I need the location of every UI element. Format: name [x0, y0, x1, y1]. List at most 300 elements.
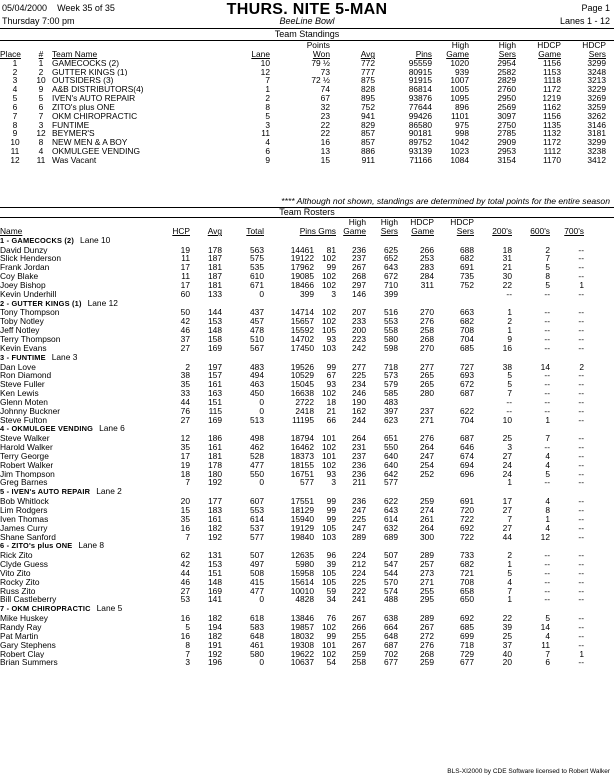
avg: 131: [208, 551, 222, 561]
hcp: 62: [180, 551, 190, 561]
standings-hdcp-game: 1132: [542, 129, 561, 139]
player-name: Steve Fulton: [0, 415, 48, 425]
col-high-sers-top: High: [498, 41, 516, 50]
pins: 2418: [295, 406, 314, 416]
hdcp-game: 254: [420, 460, 434, 470]
standings-hdcp-game: 1156: [542, 111, 561, 121]
total: 0: [259, 406, 264, 416]
team-label: 5 - IVEN's AUTO REPAIR: [0, 487, 91, 497]
games: 66: [326, 415, 336, 425]
player-name: Kevin Evans: [0, 343, 47, 353]
avg: 196: [208, 658, 222, 668]
standings-high-sers: 3097: [497, 111, 516, 121]
standings-team-name: FUNTIME: [52, 120, 90, 130]
standings-high-game: 975: [455, 120, 469, 130]
games: 101: [322, 451, 336, 461]
games: 102: [322, 254, 336, 264]
avg: 163: [208, 389, 222, 398]
count-700s: --: [578, 443, 584, 452]
standings-row: [0, 121, 614, 130]
total: 528: [250, 451, 264, 461]
count-600s: --: [544, 371, 550, 381]
player-row: [0, 246, 614, 255]
total: 671: [250, 280, 264, 290]
count-600s: 5: [545, 263, 550, 273]
standings-avg: 829: [361, 120, 375, 130]
day-time: Thursday 7:00 pm: [2, 16, 75, 26]
hdcp-sers: 658: [460, 586, 474, 596]
hdcp-sers: 729: [460, 649, 474, 659]
player-name: Terry Thompson: [0, 334, 61, 344]
hdcp-sers: 722: [460, 514, 474, 524]
avg: 180: [208, 469, 222, 479]
standings-row: [0, 59, 614, 68]
standings-pins: 89752: [408, 138, 432, 148]
high-game: 246: [352, 389, 366, 398]
hdcp-sers: 688: [460, 245, 474, 255]
pins: 10529: [290, 371, 314, 381]
total: 0: [259, 289, 264, 299]
standings-pins: 71166: [409, 155, 432, 165]
standings-avg: 777: [361, 67, 375, 77]
games: 54: [326, 658, 336, 668]
hdcp-sers: 691: [460, 263, 474, 273]
standings-team-name: ZITO's plus ONE: [52, 102, 115, 112]
standings-avg: 886: [361, 147, 375, 156]
hdcp-sers: 687: [460, 389, 474, 398]
hdcp-game: 300: [420, 532, 434, 542]
team-lane: Lane 3: [51, 352, 78, 362]
pins: 14714: [290, 308, 314, 318]
count-200s: --: [506, 289, 512, 299]
high-game: 236: [352, 469, 366, 479]
hdcp-game: 311: [420, 280, 434, 290]
count-700s: --: [578, 560, 584, 569]
pins: 17962: [290, 263, 314, 273]
col-200s: 200's: [492, 226, 512, 236]
count-700s: --: [578, 308, 584, 318]
avg: 181: [208, 263, 222, 273]
col-600s: 600's: [530, 226, 550, 236]
player-row: [0, 623, 614, 632]
avg: 153: [208, 560, 222, 569]
team-label: 6 - ZITO's plus ONE: [0, 541, 73, 551]
hdcp-sers: [434, 478, 474, 487]
count-600s: --: [544, 443, 550, 452]
count-200s: 25: [502, 434, 512, 444]
player-row: [0, 587, 614, 596]
games: 102: [322, 317, 336, 327]
count-200s: 4: [507, 577, 512, 587]
standings-hdcp-sers: 3213: [587, 76, 606, 86]
high-game: 233: [352, 317, 366, 327]
high-sers: 623: [384, 415, 398, 425]
count-700s: --: [578, 568, 584, 578]
standings-hdcp-game: 1153: [542, 67, 561, 77]
col-hdcp-sers: Sers: [588, 49, 606, 59]
total: 437: [250, 308, 264, 318]
pins: 19622: [290, 649, 314, 659]
standings-high-sers: 2750: [497, 120, 516, 130]
games: 93: [326, 334, 336, 344]
team-header: [0, 299, 614, 309]
standings-high-game: 939: [455, 67, 469, 77]
avg: 186: [208, 434, 222, 444]
hdcp-sers: 691: [460, 497, 474, 506]
player-row: [0, 308, 614, 317]
player-row: [0, 524, 614, 533]
standings-place: 12: [10, 155, 20, 165]
player-row: [0, 363, 614, 372]
pins: 16751: [290, 469, 314, 479]
total: 415: [250, 577, 264, 587]
player-name: Iven Thomas: [0, 514, 49, 524]
high-sers: 550: [384, 443, 398, 452]
standings-place: 4: [12, 85, 18, 95]
high-sers: 614: [384, 514, 398, 524]
avg: 187: [208, 272, 222, 281]
avg: 177: [208, 497, 222, 506]
high-game: 267: [352, 263, 366, 273]
standings-avg: 857: [361, 129, 375, 139]
high-sers: 585: [384, 389, 398, 398]
count-700s: --: [578, 658, 584, 668]
pins: 15045: [290, 380, 314, 390]
count-200s: 18: [502, 245, 512, 255]
count-600s: 5: [545, 469, 550, 479]
player-name: Rocky Zito: [0, 577, 40, 587]
standings-place: 3: [12, 76, 18, 86]
high-sers: 553: [384, 317, 398, 327]
count-700s: --: [578, 263, 584, 273]
hcp: 17: [180, 451, 190, 461]
player-row: [0, 461, 614, 470]
standings-hdcp-sers: 3299: [587, 138, 606, 148]
count-600s: --: [544, 343, 550, 353]
standings-high-sers: 2829: [497, 76, 516, 86]
count-700s: --: [578, 415, 584, 425]
standings-lane: 1: [265, 85, 270, 95]
week-label: Week 35 of 35: [57, 3, 115, 13]
col-name: Name: [0, 226, 23, 236]
hcp: 27: [180, 415, 190, 425]
total: 494: [250, 371, 264, 381]
standings-row: [0, 85, 614, 94]
hdcp-sers: 672: [460, 380, 474, 390]
player-name: Greg Barnes: [0, 478, 48, 488]
player-name: Clyde Guess: [0, 560, 48, 569]
player-row: [0, 497, 614, 506]
hcp: 44: [180, 568, 190, 578]
high-sers: 718: [384, 362, 398, 372]
total: 507: [250, 551, 264, 561]
hdcp-game: 252: [420, 469, 434, 479]
total: 0: [259, 397, 264, 407]
hdcp-game: 284: [420, 272, 434, 281]
count-600s: 11: [541, 640, 550, 650]
total: 583: [250, 622, 264, 632]
total: 0: [259, 478, 264, 488]
standings-points-won: 22: [320, 129, 330, 139]
high-game: 244: [352, 415, 366, 425]
player-row: [0, 434, 614, 443]
player-name: Ken Lewis: [0, 389, 39, 398]
hdcp-game: 253: [420, 254, 434, 264]
player-row: [0, 263, 614, 272]
player-name: Bill Castleberry: [0, 595, 57, 605]
player-row: [0, 533, 614, 542]
standings-row: [0, 129, 614, 138]
standings-lane: 11: [261, 129, 270, 139]
avg: 148: [208, 577, 222, 587]
avg: 151: [208, 397, 222, 407]
avg: 192: [208, 478, 222, 488]
col-hdcp-game: Game: [538, 49, 561, 59]
count-600s: --: [544, 397, 550, 407]
count-600s: --: [544, 595, 550, 605]
player-name: Robert Clay: [0, 649, 45, 659]
hdcp-sers: 674: [460, 451, 474, 461]
pins: 19085: [290, 272, 314, 281]
hcp: 16: [180, 614, 190, 623]
count-600s: 4: [545, 460, 550, 470]
col-high-sers: Sers: [498, 49, 516, 59]
player-row: [0, 443, 614, 452]
avg: 169: [208, 586, 222, 596]
total: 462: [250, 443, 264, 452]
high-sers: 573: [384, 371, 398, 381]
count-600s: --: [544, 308, 550, 318]
pins: 16638: [290, 389, 314, 398]
high-game: 162: [352, 406, 366, 416]
games: 39: [326, 560, 336, 569]
avg: 181: [208, 451, 222, 461]
high-game: 236: [352, 497, 366, 506]
team-label: 2 - GUTTER KINGS (1): [0, 298, 82, 308]
standings-hdcp-game: 1118: [543, 76, 561, 86]
player-row: [0, 344, 614, 353]
standings-points-won: 74: [320, 85, 330, 95]
hdcp-sers: [434, 398, 474, 407]
high-sers: 651: [384, 434, 398, 444]
high-sers: 544: [384, 568, 398, 578]
high-game: 237: [352, 451, 366, 461]
count-600s: 1: [545, 415, 550, 425]
hdcp-sers: 722: [460, 532, 474, 542]
player-name: Pat Martin: [0, 631, 39, 641]
high-game: 211: [352, 478, 366, 488]
high-game: 241: [352, 595, 366, 605]
hcp: 12: [180, 434, 190, 444]
pins: 5980: [295, 560, 314, 569]
count-700s: --: [578, 577, 584, 587]
total: 463: [250, 380, 264, 390]
standings-hdcp-sers: 3238: [587, 147, 606, 156]
standings-hdcp-sers: 3412: [587, 155, 606, 165]
player-row: [0, 569, 614, 578]
high-game: 224: [352, 568, 366, 578]
hcp: 37: [180, 334, 190, 344]
hdcp-game: 270: [420, 308, 434, 318]
games: 18: [326, 397, 336, 407]
count-200s: 27: [502, 506, 512, 515]
team-header: [0, 604, 614, 614]
team-header: [0, 487, 614, 497]
high-game: 236: [352, 245, 366, 255]
player-name: David Dunzy: [0, 245, 48, 255]
high-game: 268: [352, 272, 366, 281]
high-sers: 397: [384, 406, 398, 416]
hcp: 7: [185, 478, 190, 488]
high-game: 222: [352, 586, 366, 596]
hdcp-game: 237: [420, 406, 434, 416]
standings-team-number: 9: [38, 85, 44, 95]
hdcp-game: 276: [420, 434, 434, 444]
hcp: 17: [180, 280, 190, 290]
count-600s: --: [544, 289, 550, 299]
standings-team-number: 12: [36, 129, 46, 139]
team-lane: Lane 5: [96, 604, 123, 614]
high-sers: 625: [384, 245, 398, 255]
count-700s: --: [578, 317, 584, 327]
standings-lane: 9: [265, 155, 270, 165]
hdcp-sers: 735: [460, 272, 474, 281]
player-name: Steve Fuller: [0, 380, 45, 390]
standings-hdcp-game: 1219: [542, 94, 561, 103]
avg: 144: [208, 308, 222, 318]
avg: 151: [208, 568, 222, 578]
avg: 182: [208, 614, 222, 623]
hdcp-game: 276: [420, 317, 434, 327]
hdcp-game: 271: [420, 577, 434, 587]
hdcp-game: 259: [420, 658, 434, 668]
pins: 19840: [290, 532, 314, 542]
count-600s: 14: [540, 362, 550, 372]
standings-table: [0, 41, 614, 165]
count-200s: 24: [502, 460, 512, 470]
games: 105: [322, 326, 336, 335]
count-700s: --: [578, 371, 584, 381]
high-game: 247: [352, 523, 366, 533]
count-700s: --: [578, 497, 584, 506]
hcp: 3: [185, 658, 190, 668]
standings-team-name: Was Vacant: [52, 155, 97, 165]
player-name: Frank Jordan: [0, 263, 50, 273]
player-name: Lim Rodgers: [0, 506, 48, 515]
hdcp-sers: 708: [460, 326, 474, 335]
high-game: 258: [352, 658, 366, 668]
high-game: 266: [352, 622, 366, 632]
player-row: [0, 389, 614, 398]
games: 105: [322, 523, 336, 533]
player-row: [0, 452, 614, 461]
player-row: [0, 595, 614, 604]
total: 535: [250, 263, 264, 273]
pins: 399: [300, 289, 314, 299]
hcp: 60: [180, 289, 190, 299]
pins: 19857: [290, 622, 314, 632]
games: 99: [326, 631, 336, 641]
col-700s: 700's: [564, 226, 584, 236]
count-700s: --: [578, 334, 584, 344]
high-game: 146: [352, 289, 366, 299]
standings-title: Team Standings: [274, 29, 340, 39]
avg: 178: [208, 245, 222, 255]
standings-row: [0, 94, 614, 103]
player-name: Shane Sanford: [0, 532, 56, 542]
player-row: [0, 398, 614, 407]
count-700s: --: [578, 595, 584, 605]
standings-high-game: 1101: [450, 111, 469, 121]
player-name: Joey Bishop: [0, 280, 46, 290]
standings-hdcp-game: 1172: [542, 85, 561, 95]
high-game: 224: [352, 551, 366, 561]
hdcp-sers: 682: [460, 317, 474, 327]
count-700s: --: [578, 254, 584, 264]
hdcp-sers: 752: [460, 280, 474, 290]
standings-row: [0, 156, 614, 165]
games: 81: [326, 245, 336, 255]
count-600s: --: [544, 334, 550, 344]
hdcp-sers: [434, 290, 474, 299]
standings-team-number: 10: [36, 76, 46, 86]
player-name: Coy Blake: [0, 272, 39, 281]
standings-pins: 86580: [408, 120, 432, 130]
hdcp-game: 274: [420, 506, 434, 515]
player-row: [0, 272, 614, 281]
count-600s: 5: [545, 614, 550, 623]
total: 537: [250, 523, 264, 533]
high-sers: 638: [384, 614, 398, 623]
games: 99: [326, 514, 336, 524]
games: 101: [322, 640, 336, 650]
standings-place: 1: [12, 58, 18, 68]
total: 648: [250, 631, 264, 641]
avg: 153: [208, 317, 222, 327]
standings-place: 11: [10, 147, 20, 156]
standings-team-name: A&B DISTRIBUTORS(4): [52, 85, 144, 95]
standings-high-game: 896: [455, 102, 469, 112]
player-name: Rick Zito: [0, 551, 33, 561]
avg: 169: [208, 415, 222, 425]
pins: 13846: [290, 614, 314, 623]
count-700s: --: [578, 640, 584, 650]
hdcp-sers: 692: [460, 523, 474, 533]
pins: 19129: [290, 523, 314, 533]
pins: 15592: [290, 326, 314, 335]
col-pins: Pins: [415, 49, 432, 59]
count-200s: 1: [507, 478, 512, 488]
player-name: Gary Stephens: [0, 640, 56, 650]
standings-avg: 941: [361, 111, 375, 121]
team-header: [0, 424, 614, 434]
hcp: 16: [180, 523, 190, 533]
hdcp-game: 272: [420, 631, 434, 641]
hdcp-game: 283: [420, 263, 434, 273]
high-sers: 677: [384, 658, 398, 668]
high-game: 259: [352, 649, 366, 659]
high-sers: 570: [384, 577, 398, 587]
col-lane: Lane: [251, 49, 270, 59]
team-lane: Lane 10: [80, 235, 111, 245]
pins: 16462: [290, 443, 314, 452]
total: 457: [250, 317, 264, 327]
standings-pins: 77644: [408, 102, 432, 112]
count-600s: 14: [540, 622, 550, 632]
count-200s: 5: [507, 371, 512, 381]
standings-pins: 90181: [408, 129, 432, 139]
pins: 10637: [290, 658, 314, 668]
